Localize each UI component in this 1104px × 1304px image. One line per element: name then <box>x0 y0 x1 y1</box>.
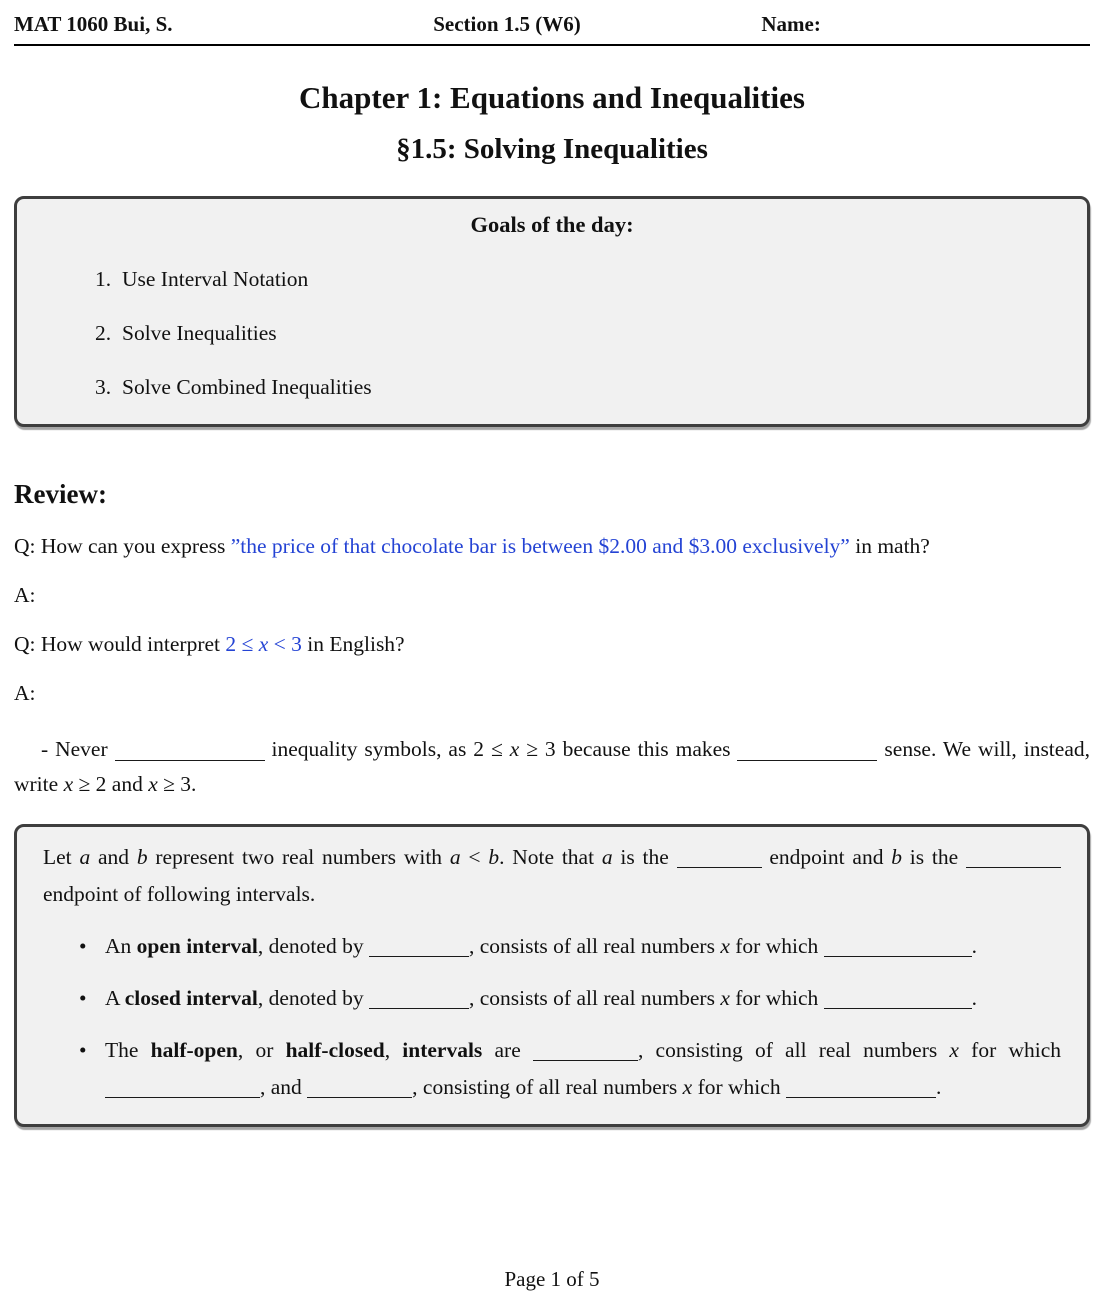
bullet-icon: • <box>79 933 87 958</box>
intro-text: . Note that <box>499 844 602 869</box>
intro-text: is the <box>612 844 677 869</box>
intro-text: represent two real numbers with <box>147 844 450 869</box>
bullet-segment: . <box>935 1074 942 1099</box>
bullet-segment: , denoted by <box>257 933 369 958</box>
answer-1: A: <box>14 583 36 607</box>
bullet-segment: , consists of all real numbers <box>468 985 721 1010</box>
blank-field <box>369 935 469 958</box>
bullet-segment: . <box>971 985 978 1010</box>
goal-item <box>39 321 1065 346</box>
goals-box <box>14 196 1090 427</box>
bullet-segment: , or <box>237 1037 286 1062</box>
math-literal: < <box>460 844 489 869</box>
never-note <box>14 732 1090 802</box>
bullet-segment: , <box>384 1037 403 1062</box>
goal-number: 3. <box>95 375 112 399</box>
bullet-segment: The <box>105 1037 151 1062</box>
goal-label: Solve Inequalities <box>122 321 277 345</box>
document-header <box>14 12 1090 37</box>
bullet-segment: for which <box>692 1074 786 1099</box>
math-variable: x <box>720 933 730 958</box>
bullet-text <box>105 980 1061 1017</box>
bullet-half-open-interval <box>43 1032 1061 1106</box>
intro-text: endpoint and <box>761 844 892 869</box>
note-text: sense. We will, instead, write <box>14 737 1090 796</box>
interval-definitions-box <box>14 824 1090 1127</box>
question-2 <box>14 632 1090 657</box>
note-text: ≥ 3 because this makes <box>519 737 738 761</box>
bullet-segment: for which <box>729 985 824 1010</box>
header-rule <box>14 44 1090 46</box>
math-variable: a <box>601 844 613 869</box>
review-heading: Review: <box>14 479 107 509</box>
term-half-closed: half-closed <box>285 1037 385 1062</box>
blank-field <box>307 1076 412 1099</box>
math-variable: x <box>63 772 74 796</box>
term-intervals: intervals <box>402 1037 483 1062</box>
intro-text: is the <box>902 844 966 869</box>
question-1-tail: in math? <box>849 534 930 558</box>
bullet-icon: • <box>79 1037 87 1062</box>
bullet-segment: , consists of all real numbers <box>468 933 721 958</box>
bullet-segment: for which <box>958 1037 1061 1062</box>
goals-title: Goals of the day: <box>470 212 634 237</box>
bullet-text <box>105 1032 1061 1106</box>
bullet-segment: . <box>971 933 978 958</box>
blank-field <box>824 987 972 1010</box>
bullet-open-interval <box>43 928 1061 965</box>
intro-text: endpoint of following intervals. <box>43 881 316 906</box>
goal-number: 1. <box>95 267 112 291</box>
question-2-tail: in English? <box>301 632 405 656</box>
goal-label: Solve Combined Inequalities <box>122 375 372 399</box>
math-literal: 2 ≤ <box>225 632 259 656</box>
goal-label: Use Interval Notation <box>122 267 309 291</box>
note-text: ≥ 3. <box>157 772 197 796</box>
blank-field <box>824 935 972 958</box>
math-variable: a <box>79 844 91 869</box>
goal-item <box>39 267 1065 292</box>
math-variable: x <box>949 1037 959 1062</box>
bullet-segment: are <box>482 1037 533 1062</box>
bullet-segment: , consisting of all real numbers <box>637 1037 950 1062</box>
bullet-segment: , denoted by <box>257 985 369 1010</box>
chapter-title: Chapter 1: Equations and Inequalities <box>299 80 805 115</box>
definitions-intro <box>43 839 1061 913</box>
math-variable: x <box>720 985 730 1010</box>
blank-field <box>966 846 1061 869</box>
header-section: Section 1.5 (W6) <box>433 12 581 36</box>
bullet-segment: An <box>105 933 137 958</box>
blank-field <box>369 987 469 1010</box>
note-text: - Never <box>41 737 115 761</box>
blank-field <box>533 1039 638 1062</box>
answer-2: A: <box>14 681 36 705</box>
intro-text: Let <box>43 844 80 869</box>
term-half-open: half-open <box>150 1037 238 1062</box>
page-number: Page 1 of 5 <box>504 1267 600 1291</box>
math-variable: a <box>449 844 461 869</box>
question-2-text: Q: How would interpret <box>14 632 226 656</box>
note-text: ≥ 2 and <box>73 772 149 796</box>
header-course: MAT 1060 Bui, S. <box>14 12 173 36</box>
goal-number: 2. <box>95 321 112 345</box>
math-variable: x <box>148 772 158 796</box>
math-variable: x <box>258 632 269 656</box>
goal-item <box>39 375 1065 400</box>
term-closed-interval: closed interval <box>124 985 258 1010</box>
blank-field <box>737 738 877 761</box>
intro-text: and <box>90 844 137 869</box>
bullet-text <box>105 928 1061 965</box>
bullet-segment: , and <box>260 1074 308 1099</box>
blank-field <box>677 846 762 869</box>
blank-field <box>105 1076 260 1099</box>
term-open-interval: open interval <box>136 933 258 958</box>
blank-field <box>786 1076 936 1099</box>
bullet-segment: , consisting of all real numbers <box>412 1074 683 1099</box>
math-literal: < 3 <box>268 632 302 656</box>
math-variable: b <box>136 844 148 869</box>
math-variable: x <box>682 1074 693 1099</box>
blank-field <box>115 738 265 761</box>
math-variable: x <box>509 737 520 761</box>
bullet-segment: for which <box>729 933 824 958</box>
math-variable: b <box>488 844 500 869</box>
bullet-closed-interval <box>43 980 1061 1017</box>
section-title: §1.5: Solving Inequalities <box>396 133 708 165</box>
question-1-quote: ”the price of that chocolate bar is between $2.00 and $3.00 exclusively” <box>230 534 850 558</box>
question-1-text: Q: How can you express <box>14 534 231 558</box>
header-name-label: Name: <box>761 12 821 36</box>
note-text: inequality symbols, as 2 ≤ <box>264 737 510 761</box>
bullet-segment: A <box>105 985 125 1010</box>
bullet-icon: • <box>79 985 87 1010</box>
question-2-math <box>225 632 302 656</box>
question-1 <box>14 534 1090 559</box>
math-variable: b <box>891 844 902 869</box>
